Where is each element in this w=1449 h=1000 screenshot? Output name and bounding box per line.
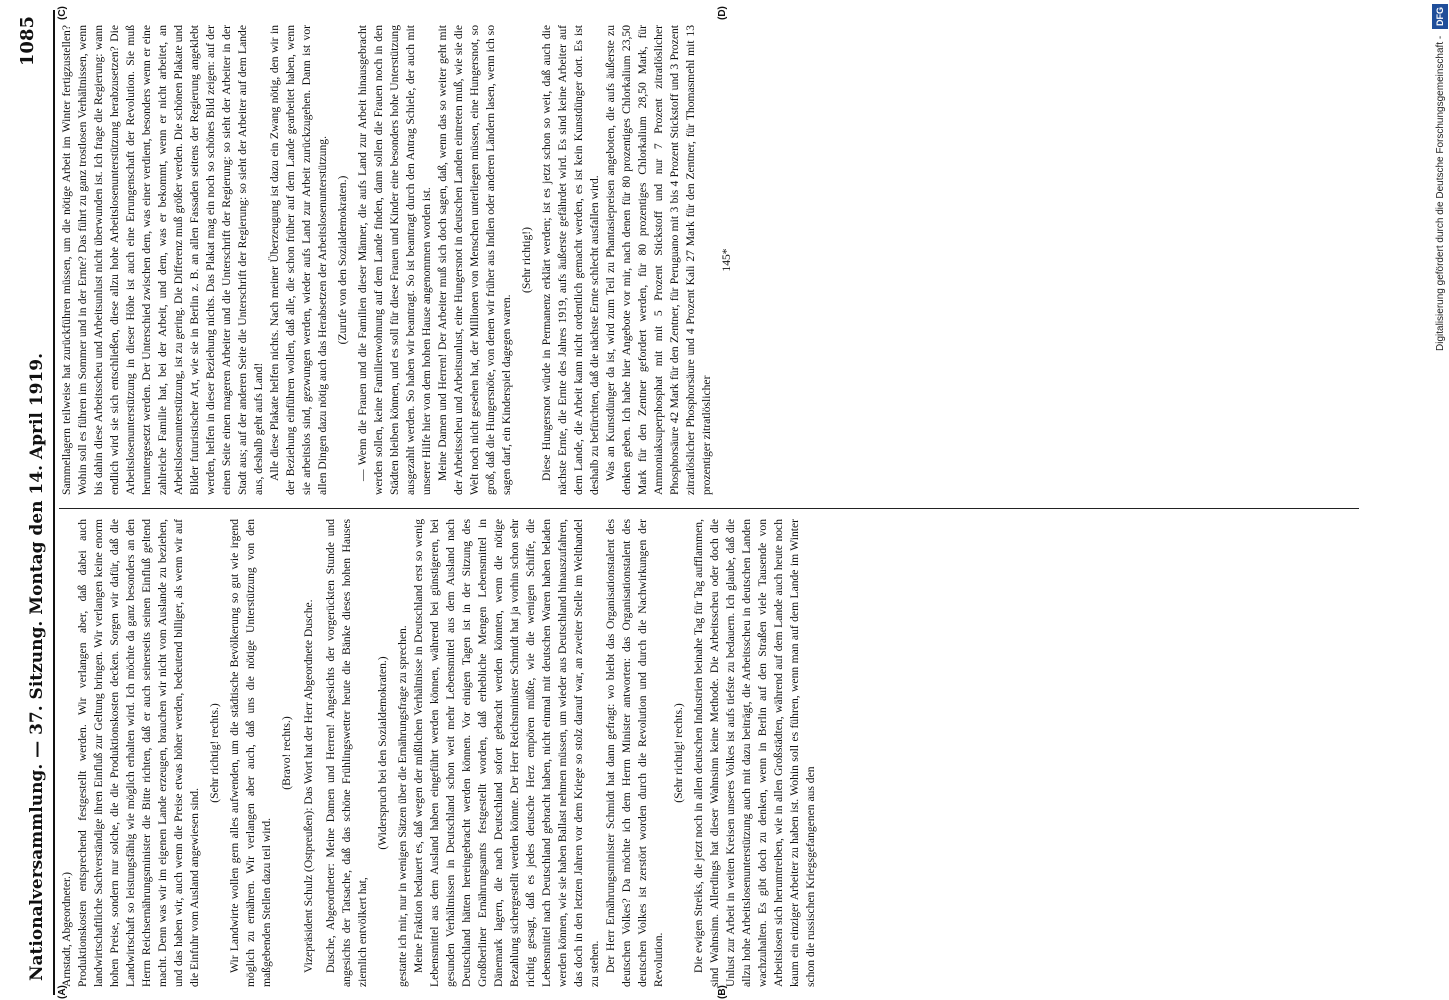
- paragraph: Wir Landwirte wollen gern alles aufwenden, um die städtische Bevölkerung so gut wie irgend möglich zu ernähren. Wir verlangen aber auch, daß uns die nötige Unterstützung von den maßgebenden Stellen dazu teil wird.: [228, 519, 273, 987]
- right-column: [59, 25, 1379, 495]
- digitization-credit: [1418, 4, 1446, 994]
- paragraph: Dusche, Abgeordneter: Meine Damen und Herren! Angesichts der vorgerückten Stunde und angesichts der Tatsache, daß das schöne Frühlingswetter heute die Bänke dieses hohen Hauses ziemlich entvölkert hat,: [324, 519, 369, 987]
- credit-text: Digitalisierung gefördert durch die Deutsche Forschungsgemeinschaft -: [1435, 35, 1446, 351]
- interjection: (Bravo! rechts.): [280, 716, 293, 790]
- paragraph: Meine Fraktion bedauert es, daß wegen der mißlichen Verhältnisse in Deutschland erst so wenig Lebensmittel aus dem Ausland haben eingeführt werden können, während bei günstigeren, bei gesunden Verhältnissen in Deutschland schon weit mehr Lebensmittel aus dem Ausland nach Deutschland hätten hereingebracht werden können. Vor einigen Tagen ist in der Sitzung des Großberliner Ernährungsamts festgestellt worden, daß erhebliche Mengen Lebensmittel in Dänemark lagern, die nach Deutschland sofort gebracht werden könnten, wenn die nötige Bezahlung sichergestellt werden könnte. Der Herr Reichsminister Schmidt hat ja vorhin schon sehr richtig gesagt, daß es jedes deutsche Herz empören müßte, wie die wenigen Schiffe, die Lebensmittel nach Deutschland gebracht haben, nicht einmal mit deutschen Waren haben beladen werden können, wie sie haben Ballast nehmen müssen, um wieder aus Deutschland hinauszufahren, das doch in den letzten Jahren vor dem Kriege so stolz darauf war, an zweiter Stelle im Welthandel zu stehen.: [412, 519, 601, 987]
- page-number: 1085: [17, 16, 38, 67]
- left-column: [59, 519, 1379, 987]
- paragraph: gestatte ich mir, nur in wenigen Sätzen über die Ernährungsfrage zu sprechen.: [396, 625, 409, 987]
- paragraph: — Wenn die Frauen und die Familien dieser Männer, die aufs Land zur Arbeit hinausgebracht werden sollen, keine Familienwohnung auf dem Lande finden, dann sollen die Frauen noch in den Städten bleiben können, und es soll für diese Frauen und Kinder eine besonders hohe Unterstützung ausgezahlt werden. So haben wir beantragt. So ist beantragt durch den Antrag Schiele, der auch mit unserer Hilfe hier von dem hohen Hause angenommen worden ist.: [356, 25, 433, 495]
- margin-mark-c: (C): [57, 6, 68, 20]
- margin-mark-a: (A): [57, 985, 68, 999]
- margin-mark-d: (D): [717, 6, 728, 20]
- margin-mark-b: (B): [717, 985, 728, 999]
- paragraph: Vizepräsident Schulz (Ostpreußen): Das Wort hat der Herr Abgeordnete Dusche.: [302, 599, 315, 973]
- paragraph: Sammellagern teilweise hat zurückführen müssen, um die nötige Arbeit im Winter fertigzustellen? Wohin soll es führen im Sommer und in der Ernte? Das führt zu ganz trostlosen Verhältnissen, wenn bis dahin diese Arbeitsscheu und Arbeitsunlust nicht überwunden ist. Ich frage die Regierung: wann endlich wird sie sich entschließen, diese allzu hohe Arbeitslosenunterstützung herabzusetzen? Die Arbeitslosenunterstützung in dieser Höhe ist auch eine Errungenschaft der Revolution. Sie muß heruntergesetzt werden. Der Unterschied zwischen dem, was einer verdient, besonders wenn er eine zahlreiche Familie hat, bei der Arbeit, und dem, was er bekommt, wenn er nicht arbeitet, an Arbeitslosenunterstützung, ist zu gering. Die Differenz muß größer werden. Die schönen Plakate und Bilder futuristischer Art, wie sie in Berlin z. B. an allen Fassaden seitens der Regierung angeklebt werden, helfen in dieser Beziehung nichts. Das Plakat mag ein noch so schönes Bild zeigen: auf der einen Seite einen mageren Arbeiter und die Unterschrift der Regierung: so sieht der Arbeiter in der Stadt aus; auf der anderen Seite die Unterschrift der Regierung: so sieht der Arbeiter auf dem Lande aus, deshalb geht aufs Land!: [60, 25, 265, 495]
- running-head: Nationalversammlung. — 37. Sitzung. Montag den 14. April 1919.: [27, 352, 47, 981]
- rotated-page: [17, 6, 1397, 999]
- paragraph: Meine Damen und Herren! Der Arbeiter muß sich doch sagen, daß, wenn das so weiter geht mit der Arbeitsscheu und Arbeitsunlust, eine Hungersnot in deutschen Landen eintreten muß, wie sie die Welt noch nicht gesehen hat, der Millionen von Menschen unterliegen müssen, eine Hungersnot, so groß, daß die Hungersnöte, von denen wir früher aus Indien oder anderen Ländern lasen, wenn ich so sagen darf, ein Kinderspiel dagegen waren.: [436, 25, 513, 495]
- interjection: (Sehr richtig! rechts.): [672, 703, 685, 803]
- page-header: [17, 10, 55, 995]
- paragraph: Was an Kunstdünger da ist, wird zum Teil zu Phantasiepreisen angeboten, die aufs äußerste zu denken geben. Ich habe hier Angebote vor mir, nach denen für 80 prozentiges Chlorkalium 23,50 Mark für den Zentner gefordert werden, für 80 prozentiges Chlorkalium 28,50 Mark, für Ammoniaksuperphosphat mit mit 5 Prozent Stickstoff und nur 7 Prozent zitratlöslicher Phosphorsäure 42 Mark für den Zentner, für Peruguano mit 3 bis 4 Prozent Stickstoff und 3 Prozent zitratlöslicher Phosphorsäure und 4 Prozent Kali 27 Mark für den Zentner, für Thomasmehl mit 13 prozentiger zitratlöslicher: [604, 25, 713, 495]
- paragraph: Der Herr Ernährungsminister Schmidt hat dann gefragt: wo bleibt das Organisationstalent des deutschen Volkes? Da möchte ich dem Herrn Minister antworten: das Organisationstalent des deutschen Volkes ist zerstört worden durch die Revolution und durch die Nachwirkungen der Revolution.: [604, 519, 665, 987]
- paragraph: Arnstadt, Abgeordneter.): [60, 872, 73, 987]
- signature-mark: 145*: [720, 248, 733, 272]
- column-divider: [59, 508, 1359, 509]
- interjection: (Sehr richtig!): [520, 227, 533, 293]
- dfg-logo: DFG: [1432, 4, 1448, 29]
- paragraph: Alle diese Plakate helfen nichts. Nach meiner Überzeugung ist dazu ein Zwang nötig, den wir in der Beziehung einführen wollen, daß alle, die schon früher auf dem Lande gearbeitet haben, wenn sie arbeitslos sind, gezwungen werden, wieder aufs Land zur Arbeit zurückzugehen. Dann ist vor allen Dingen dazu nötig auch das Herabsetzen der Arbeitslosenunterstützung.: [268, 25, 329, 495]
- interjection: (Widerspruch bei den Sozialdemokraten.): [376, 656, 389, 850]
- paragraph: Die ewigen Streiks, die jetzt noch in allen deutschen Industrien beinahe Tag für Tag aufflammen, sind Wahnsinn. Allerdings hat dieser Wahnsinn keine Methode. Die Arbeitsscheu oder doch die Unlust zur Arbeit in weiten Kreisen unseres Volkes ist aufs tiefste zu bedauern. Ich glaube, daß die allzu hohe Arbeitslosenunterstützung auch mit dazu beiträgt, die Arbeitsscheu in deutschen Landen wachzuhalten. Es gibt doch zu denken, wenn in Berlin auf den Straßen viele Tausende von Arbeitslosen sich herumtreiben, wie in allen Großstädten, während auf dem Lande auch heute noch kaum ein einziger Arbeiter zu haben ist. Wohin soll es führen, wenn man auf dem Lande im Winter schon die russischen Kriegsgefangenen aus den: [692, 519, 817, 987]
- interjection: (Sehr richtig! rechts.): [208, 703, 221, 803]
- interjection: (Zurufe von den Sozialdemokraten.): [336, 175, 349, 345]
- paragraph: Diese Hungersnot würde in Permanenz erklärt werden; ist es jetzt schon so weit, daß auch die nächste Ernte, die Ernte des Jahres 1919, aufs äußerste gefährdet wird. Es sind keine Arbeiter auf dem Lande, die Arbeit kann nicht ordentlich gemacht werden, es ist kein Kunstdünger dort. Es ist deshalb zu befürchten, daß die nächste Ernte schlecht ausfallen wird.: [540, 25, 601, 495]
- paragraph: Produktionskosten entsprechend festgestellt werden. Wir verlangen aber, daß dabei auch landwirtschaftliche Sachverständige ihren Einfluß zur Geltung bringen. Wir verlangen keine enorm hohen Preise, sondern nur solche, die die Produktionskosten decken. Sorgen wir dafür, daß die Landwirtschaft so leistungsfähig wie möglich erhalten wird. Ich möchte da ganz besonders an den Herrn Reichsernährungsminister die Bitte richten, daß er auch seinerseits seinen Einfluß geltend macht. Denn was wir im eigenen Lande erzeugen, brauchen wir nicht vom Auslande zu beziehen, und das haben wir, auch wenn die Preise etwas höher werden, bedeutend billiger, als wenn wir auf die Einfuhr vom Ausland angewiesen sind.: [76, 519, 201, 987]
